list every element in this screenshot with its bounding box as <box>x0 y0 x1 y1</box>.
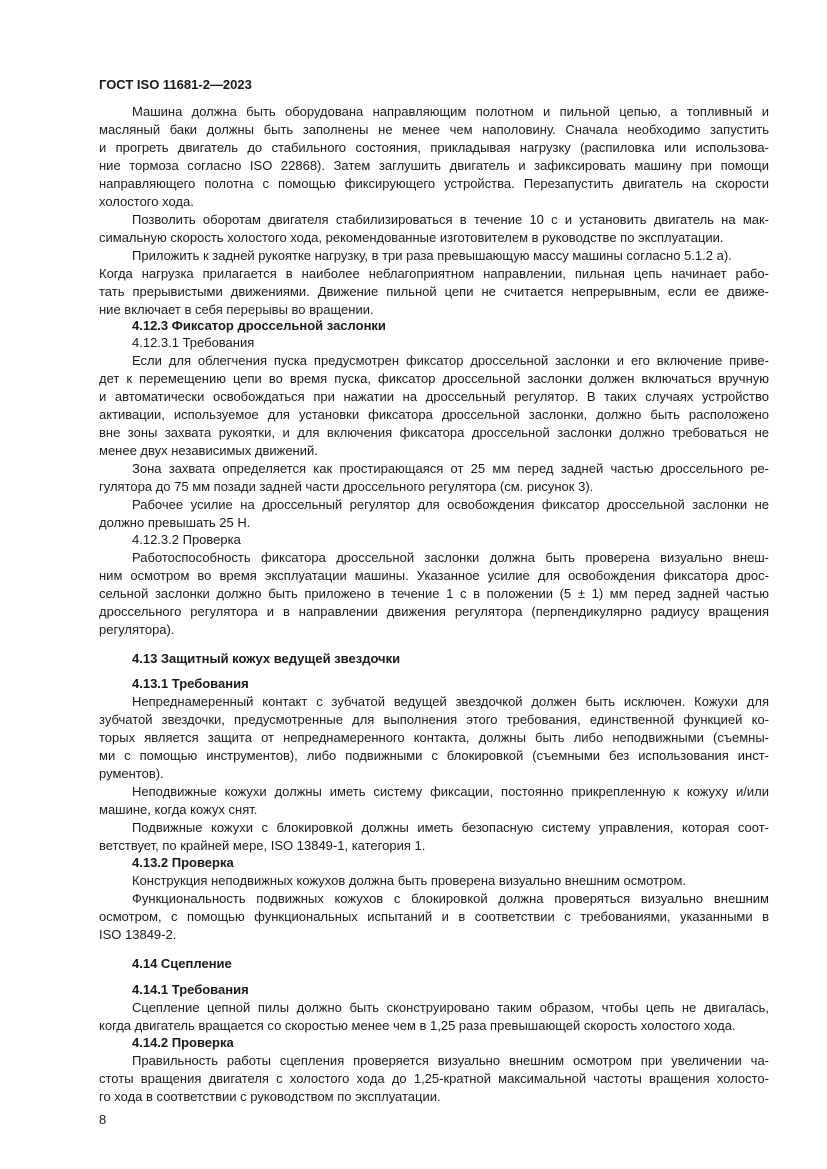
section-heading-4-12-3: 4.12.3 Фиксатор дроссельной заслонки <box>132 318 386 333</box>
text-line: направляющего полотна с помощью фиксирующего устройства. Перезапустить двигатель на скорости <box>99 176 769 191</box>
subsection-heading-4-13-1: 4.13.1 Требования <box>132 676 249 691</box>
text-line: Когда нагрузка прилагается в наиболее неблагоприятном направлении, пильная цепь начинает рабо- <box>99 266 769 281</box>
text-line: ним осмотром во время эксплуатации машины. Указанное усилие для освобождения фиксатора дрос- <box>99 568 769 583</box>
text-line: должно превышать 25 Н. <box>99 515 251 530</box>
text-line: Рабочее усилие на дроссельный регулятор для освобождения фиксатор дроссельной заслонки не <box>132 497 769 512</box>
text-line: ветствует, по крайней мере, ISO 13849-1, категория 1. <box>99 838 426 853</box>
text-line: Машина должна быть оборудована направляющим полотном и пильной цепью, а топливный и <box>132 104 769 119</box>
subsection-heading-4-14-1: 4.14.1 Требования <box>132 982 249 997</box>
section-heading-4-14: 4.14 Сцепление <box>132 956 232 971</box>
text-line: торых является защита от непреднамеренного контакта, должны быть либо неподвижными (съемны- <box>99 730 769 745</box>
text-line: Позволить оборотам двигателя стабилизироваться в течение 10 с и установить двигатель на мак- <box>132 212 769 227</box>
text-line: холостого хода. <box>99 194 194 209</box>
subsection-heading-4-13-2: 4.13.2 Проверка <box>132 855 234 870</box>
text-line: и прогреть двигатель до стабильного состояния, прикладывая нагрузку (распиловка или использова- <box>99 140 769 155</box>
text-line: вне зоны захвата рукоятки, и для включения фиксатора дроссельной заслонки должно требоваться не <box>99 425 769 440</box>
text-line: Непреднамеренный контакт с зубчатой ведущей звездочкой должен быть исключен. Кожухи для <box>132 694 769 709</box>
text-line: сельной заслонки должно быть приложено в течение 1 с в положении (5 ± 1) мм перед задней частью <box>99 586 769 601</box>
text-line: менее двух независимых движений. <box>99 443 318 458</box>
subsection-heading-4-14-2: 4.14.2 Проверка <box>132 1035 234 1050</box>
standard-header: ГОСТ ISO 11681-2—2023 <box>99 77 252 92</box>
text-line: ми с помощью инструментов), либо подвижными с блокировкой (съемными без использования инст- <box>99 748 769 763</box>
text-line: дет к перемещению цепи во время пуска, фиксатор дроссельной заслонки должен включаться вручную <box>99 371 769 386</box>
text-line: машине, когда кожух снят. <box>99 802 258 817</box>
text-line: Функциональность подвижных кожухов с блокировкой должна проверяться визуально внешним <box>132 891 769 906</box>
text-line: Конструкция неподвижных кожухов должна быть проверена визуально внешним осмотром. <box>132 873 687 888</box>
text-line: когда двигатель вращается со скоростью менее чем в 1,25 раза превышающей скорость холостого хода. <box>99 1018 736 1033</box>
text-line: регулятора). <box>99 622 175 637</box>
text-line: стоты вращения двигателя с холостого хода до 1,25-кратной максимальной частоты вращения холосто- <box>99 1071 769 1086</box>
text-line: Приложить к задней рукоятке нагрузку, в три раза превышающую массу машины согласно 5.1.2 a). <box>132 248 732 263</box>
text-line: ние тормоза согласно ISO 22868). Затем заглушить двигатель и зафиксировать машину при помощи <box>99 158 769 173</box>
text-line: Неподвижные кожухи должны иметь систему фиксации, постоянно прикрепленную к кожуху и/или <box>132 784 769 799</box>
section-heading-4-13: 4.13 Защитный кожух ведущей звездочки <box>132 651 401 666</box>
text-line: масляный баки должны быть заполнены не менее чем наполовину. Сначала необходимо запустить <box>99 122 769 137</box>
page-number: 8 <box>99 1112 107 1127</box>
text-line: активации, используемое для установки фиксатора дроссельной заслонки, должно быть расположено <box>99 407 769 422</box>
text-line: рументов). <box>99 766 164 781</box>
text-line: Зона захвата определяется как простирающаяся от 25 мм перед задней частью дроссельного ре- <box>132 461 769 476</box>
text-line: Правильность работы сцепления проверяется визуально внешним осмотром при увеличении ча- <box>132 1053 769 1068</box>
subsection-heading-4-12-3-2: 4.12.3.2 Проверка <box>132 532 241 547</box>
text-line: ISO 13849-2. <box>99 927 177 942</box>
text-line: гулятора до 75 мм позади задней части дроссельного регулятора (см. рисунок 3). <box>99 479 594 494</box>
text-line: тать прерывистыми движениями. Движение пильной цепи не считается непрерывным, если ее движе- <box>99 284 769 299</box>
text-line: симальную скорость холостого хода, рекомендованные изготовителем в руководстве по эксплуатации. <box>99 230 724 245</box>
text-line: дроссельного регулятора и в направлении движения регулятора (перпендикулярно радиусу вращения <box>99 604 769 619</box>
text-line: зубчатой звездочки, предусмотренные для выполнения этого требования, единственной функцией ко- <box>99 712 769 727</box>
text-line: ние включает в себя перерывы во вращении. <box>99 302 374 317</box>
text-line: Сцепление цепной пилы должно быть сконструировано таким образом, чтобы цепь не двигалась, <box>132 1000 769 1015</box>
text-line: Если для облегчения пуска предусмотрен фиксатор дроссельной заслонки и его включение приве- <box>132 353 769 368</box>
text-line: осмотром, с помощью функциональных испытаний и в соответствии с требованиями, указанными в <box>99 909 769 924</box>
text-line: Подвижные кожухи с блокировкой должны иметь безопасную систему управления, которая соот- <box>132 820 769 835</box>
text-line: и автоматически освобождаться при нажатии на дроссельный регулятор. В таких случаях устройство <box>99 389 769 404</box>
text-line: го хода в соответствии с руководством по эксплуатации. <box>99 1089 441 1104</box>
text-line: Работоспособность фиксатора дроссельной заслонки должна быть проверена визуально внеш- <box>132 550 769 565</box>
subsection-heading-4-12-3-1: 4.12.3.1 Требования <box>132 335 255 350</box>
